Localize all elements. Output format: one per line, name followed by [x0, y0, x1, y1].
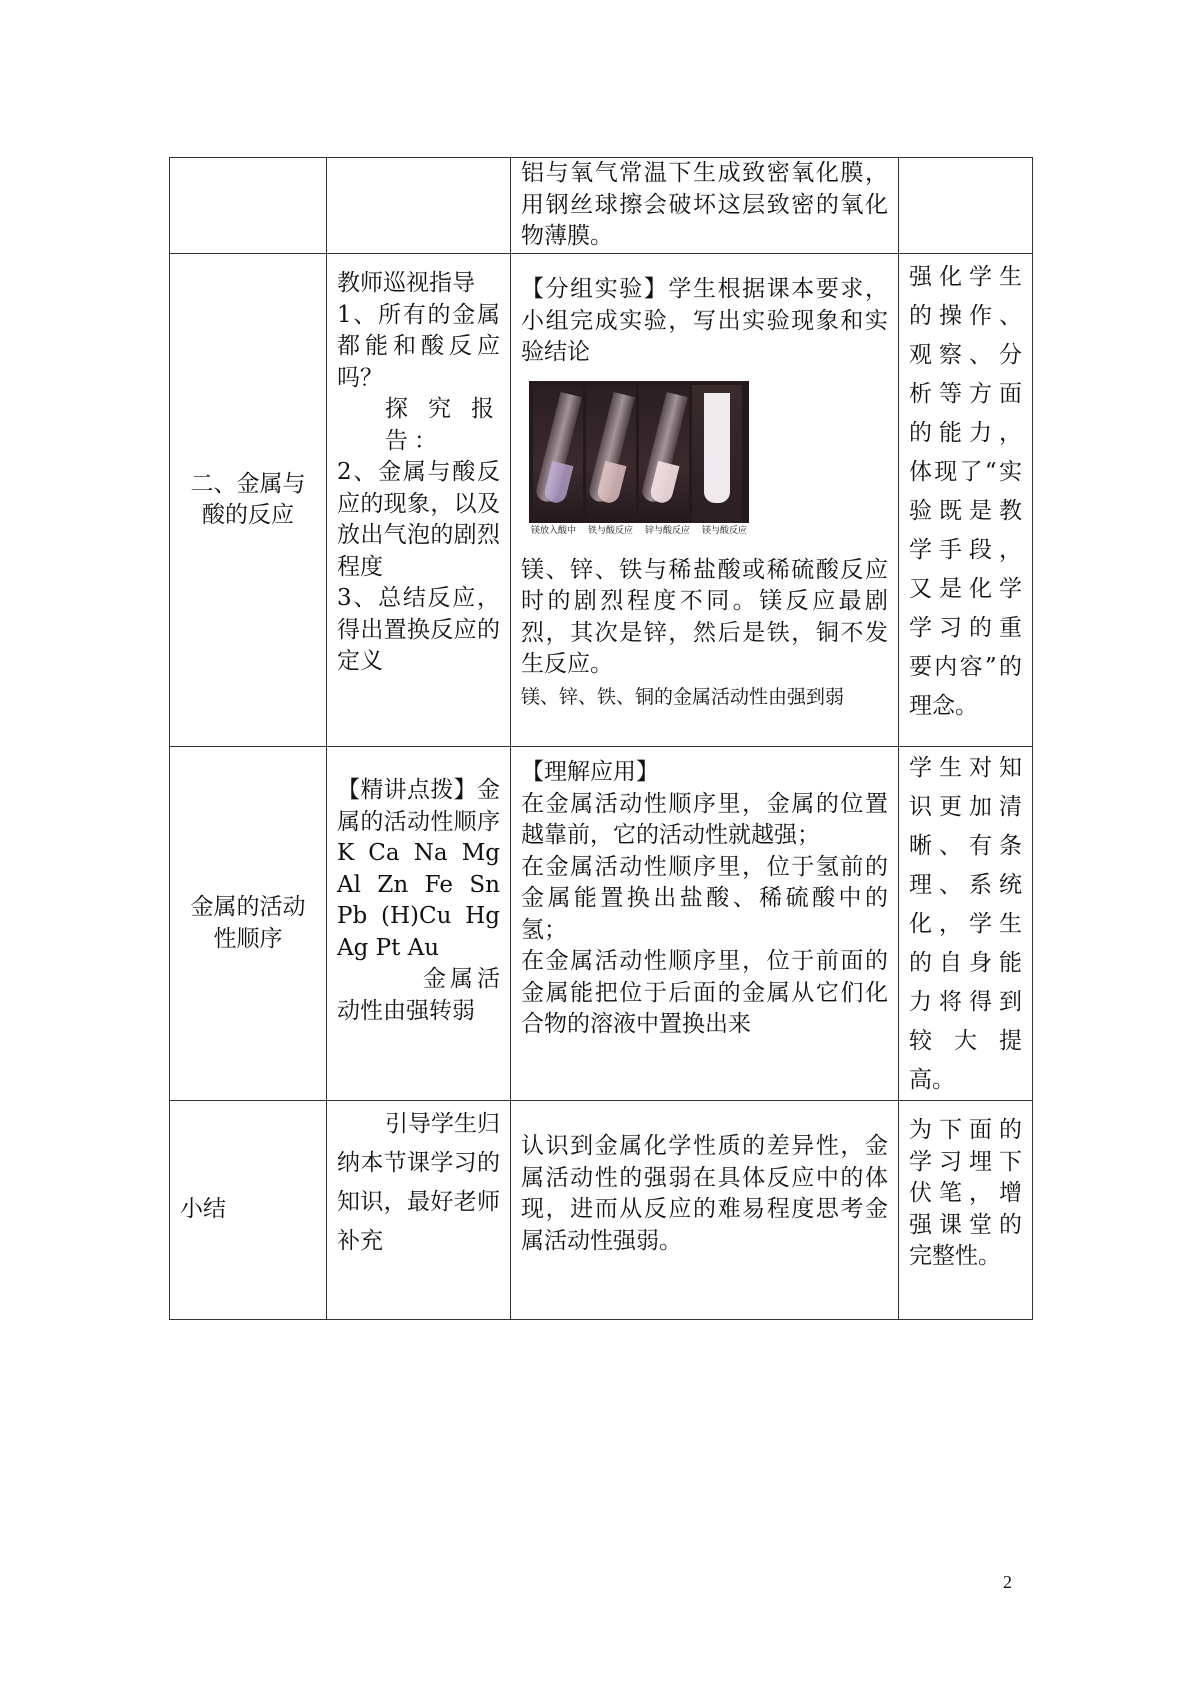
- student-note: 镁、锌、铁、铜的金属活动性由强到弱: [521, 685, 845, 708]
- intent-cell: [899, 1101, 1033, 1320]
- teacher-text: 引导学生归纳本节课学习的知识，最好老师补充: [337, 1111, 500, 1254]
- stage-label: 金属的活动性顺序: [190, 894, 306, 952]
- stage-cell: [170, 158, 327, 254]
- teacher-line: 教师巡视指导: [337, 270, 475, 296]
- teacher-line: 3、总结反应，得出置换反应的定义: [337, 585, 500, 674]
- intent-cell: [899, 254, 1033, 747]
- photo-caption: 镁与酸反应: [701, 525, 747, 536]
- student-result: 镁、锌、铁与稀盐酸或稀硫酸反应时的剧烈程度不同。镁反应最剧烈，其次是锌，然后是铁，铜不发生反应。: [521, 556, 888, 677]
- teacher-cell: [327, 158, 511, 254]
- stage-label: 小结: [180, 1196, 226, 1223]
- student-text: 认识到金属化学性质的差异性，金属活动性的强弱在具体反应中的体现，进而从反应的难易程度思考金属活动性强弱。: [521, 1133, 888, 1254]
- test-tube-image: [586, 385, 636, 523]
- teacher-line: 探究报告：: [385, 396, 500, 454]
- photo-caption: 锌与酸反应: [644, 525, 690, 536]
- table-row: [170, 1101, 1033, 1320]
- photo-caption: 铁与酸反应: [587, 525, 633, 536]
- teacher-cell: [327, 747, 511, 1101]
- lesson-plan-table: [169, 157, 1033, 1320]
- student-title: 【理解应用】: [521, 759, 659, 785]
- table-row: [170, 254, 1033, 747]
- test-tube-image: [533, 385, 583, 523]
- student-cell: [511, 1101, 899, 1320]
- teacher-cell: [327, 254, 511, 747]
- table-row: [170, 747, 1033, 1101]
- student-line: 在金属活动性顺序里，位于前面的金属能把位于后面的金属从它们化合物的溶液中置换出来: [521, 948, 888, 1037]
- stage-cell: [170, 254, 327, 747]
- intent-cell: [899, 158, 1033, 254]
- page-number: 2: [1003, 1572, 1012, 1592]
- table-row: [170, 158, 1033, 254]
- student-cell: [511, 747, 899, 1101]
- teacher-cell: [327, 1101, 511, 1320]
- experiment-photo: [529, 381, 749, 539]
- intent-text: 强化学生的操作、观察、分析等方面的能力，体现了“实验既是教学手段，又是化学学习的重要内容”的理念。: [909, 264, 1022, 719]
- stage-label: 二、金属与酸的反应: [190, 470, 306, 528]
- intent-cell: [899, 747, 1033, 1101]
- photo-caption: 镁放入酸中: [531, 525, 577, 536]
- teacher-line: 1、所有的金属都能和酸反应吗？: [337, 301, 500, 391]
- intent-text: 为下面的学习埋下伏笔，增强课堂的完整性。: [909, 1117, 1022, 1269]
- teacher-text: 金属活动性由强转弱: [337, 966, 500, 1024]
- student-line: 在金属活动性顺序里，位于氢前的金属能置换出盐酸、稀硫酸中的氢；: [521, 853, 888, 943]
- stage-cell: [170, 747, 327, 1101]
- teacher-text: 【精讲点拨】金属的活动性顺序 K Ca Na Mg Al Zn Fe Sn Pb (H)Cu Hg Ag Pt Au: [337, 777, 500, 961]
- stage-cell: [170, 1101, 327, 1320]
- teacher-line: 2、金属与酸反应的现象，以及放出气泡的剧烈程度: [337, 459, 500, 580]
- student-cell: [511, 158, 899, 254]
- intent-text: 学生对知识更加清晰、有条理、系统化，学生的自身能力将得到较大提高。: [909, 755, 1022, 1093]
- student-cell: [511, 254, 899, 747]
- student-intro: 【分组实验】学生根据课本要求，小组完成实验，写出实验现象和实验结论: [521, 276, 888, 365]
- test-tube-image: [692, 385, 742, 523]
- student-text: 铝与氧气常温下生成致密氧化膜，用钢丝球擦会破坏这层致密的氧化物薄膜。: [521, 160, 888, 249]
- test-tube-image: [639, 385, 689, 523]
- student-line: 在金属活动性顺序里，金属的位置越靠前，它的活动性就越强；: [521, 790, 888, 848]
